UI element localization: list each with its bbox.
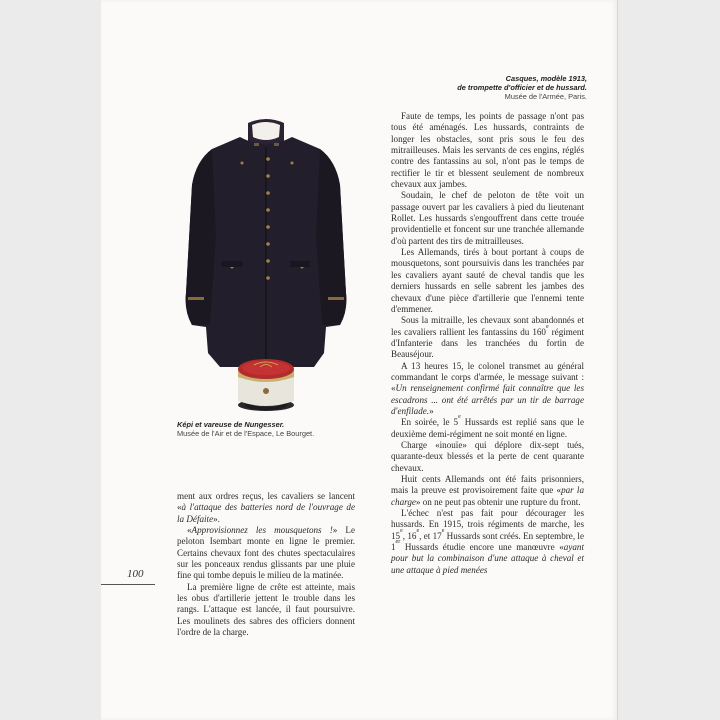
caption-helmets-title-1: Casques, modèle 1913, (505, 74, 587, 83)
caption-helmets (445, 74, 587, 101)
kepi (238, 359, 294, 411)
right-text-column (391, 111, 584, 576)
caption-kepi (177, 420, 347, 438)
caption-kepi-title: Képi et vareuse de Nungesser. (177, 420, 285, 429)
paragraph: Faute de temps, les points de passage n'ont pas tous été aménagés. Les hussards, contraints de longer les obstacles, sont pris sous le feu des mitrailleuses. Mais les servants de ces engins, réglés contre des fantassins au sol, n'ont pas le temps de rectifier le tir et blessent seulement de nombreux chevaux aux jambes. (391, 111, 584, 190)
caption-helmets-title-2: de trompette d'officier et de hussard. (457, 83, 587, 92)
paragraph: A 13 heures 15, le colonel transmet au général commandant le corps d'armée, le message suivant : «Un renseignement confirmé fait connaître que les escadrons ... ont été arrêtés par un tir de barrage d'enfilade.» (391, 360, 584, 416)
tunic-and-kepi-photo (180, 115, 352, 415)
paragraph: Soudain, le chef de peloton de tête voit un passage ouvert par les cavaliers à pied du lieutenant Rollet. Les hussards s'engouffrent dans cette trouée providentielle et foncent sur une tranchée allemande d'où partent des tirs de mitrailleuses. (391, 190, 584, 246)
left-text-column (177, 491, 355, 638)
paragraph: Huit cents Allemands ont été faits prisonniers, mais la preuve est provisoirement faite que «par la charge» on ne peut pas obtenir une rupture du front. (391, 474, 584, 507)
page-number-rule (101, 584, 155, 585)
paragraph: L'échec n'est pas fait pour décourager les hussards. En 1915, trois régiments de marche, les 15e, 16e, et 17e Hussards sont créés. En septembre, le 1er Hussards étudie encore une manœuvre «ayant pour but la combinaison d'une attaque à cheval et une attaque à pied menées (391, 508, 584, 575)
paragraph: En soirée, le 5e Hussards est replié sans que le deuxième demi-régiment ne soit monté en ligne. (391, 414, 584, 439)
paragraph: «Approvisionnez les mousquetons !» Le peloton Isembart monte en ligne le premier. Certains chevaux font des chutes spectaculaires sur les ponceaux rendus glissants par une pluie fine qui tombe depuis le milieu de la matinée. (177, 525, 355, 581)
paragraph: La première ligne de crête est atteinte, mais les obus d'artillerie jettent le trouble dans les rangs. L'attaque est lancée, il faut poursuivre. Les moulinets des sabres des officiers donnent l'ordre de la charge. (177, 581, 355, 638)
page-number: 100 (127, 568, 144, 580)
caption-kepi-source: Musée de l'Air et de l'Espace, Le Bourget. (177, 429, 315, 438)
paragraph: Sous la mitraille, les chevaux sont abandonnés et les cavaliers rallient les fantassins du 160e régiment d'Infanterie dans les tranchées du fortin de Beauséjour. (391, 315, 584, 360)
paragraph: Charge «inouïe» qui déplore dix-sept tués, quarante-deux blessés et la perte de cent quarante chevaux. (391, 439, 584, 473)
paragraph: Les Allemands, tirés à bout portant à coups de mousquetons, sont poursuivis dans les tranchées par les cavaliers ayant sauté de cheval tandis que les derniers hussards en selle sabrent les jambes des chevaux d'une pièce d'artillerie que l'ennemi tente d'emmener. (391, 247, 584, 314)
paragraph: ment aux ordres reçus, les cavaliers se lancent «à l'attaque des batteries nord de l'ouvrage de la Défaite». (177, 491, 355, 524)
caption-helmets-source: Musée de l'Armée, Paris. (504, 92, 587, 101)
